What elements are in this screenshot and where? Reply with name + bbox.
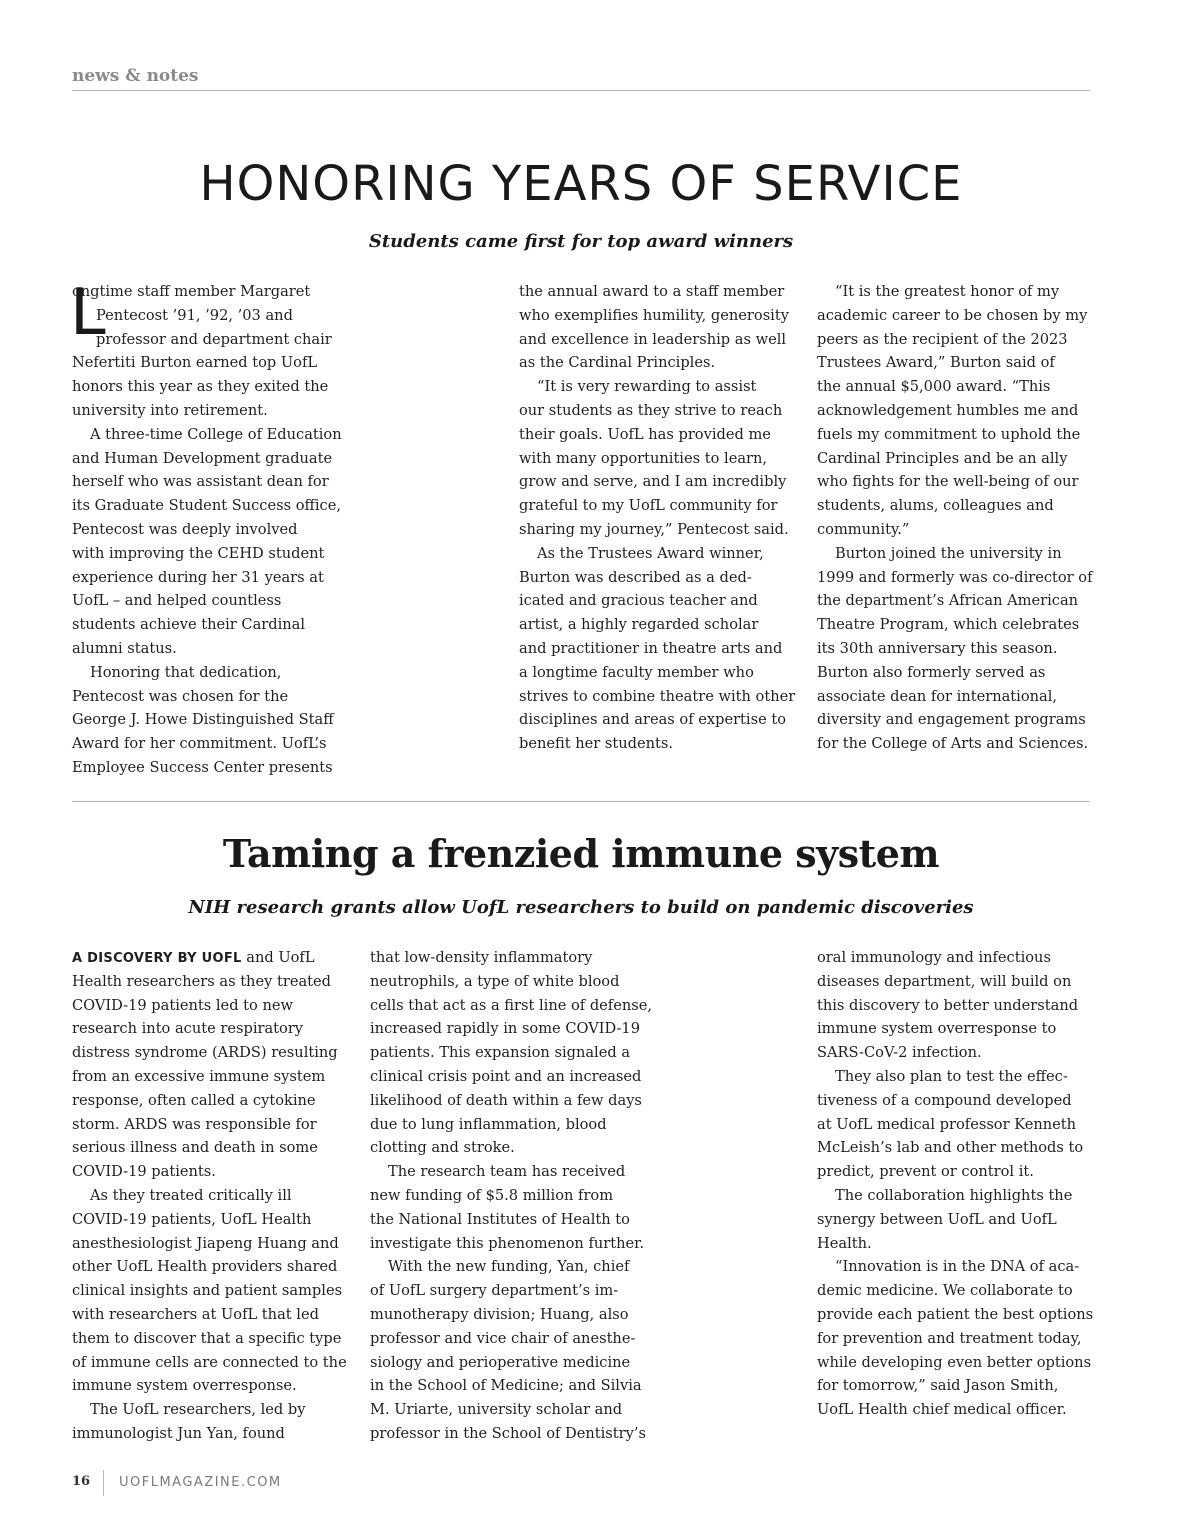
text-line: our students as they strive to reach — [519, 401, 783, 419]
text-line: Trustees Award,” Burton said of — [817, 354, 1055, 372]
text-line: Employee Success Center presents — [72, 758, 333, 776]
text-line: fuels my commitment to uphold the — [817, 425, 1081, 443]
text-line: clinical crisis point and an increased — [370, 1067, 642, 1085]
text-line-rest: and UofL — [241, 949, 315, 966]
text-line: tiveness of a compound developed — [817, 1091, 1072, 1109]
text-line: M. Uriarte, university scholar and — [370, 1401, 623, 1419]
article2-column-3 — [817, 946, 1093, 1422]
text-line: them to discover that a specific type — [72, 1329, 342, 1347]
text-line: Theatre Program, which celebrates — [817, 616, 1080, 634]
text-line: With the new funding, Yan, chief — [388, 1258, 630, 1276]
site-url[interactable]: UOFLMAGAZINE.COM — [119, 1475, 282, 1490]
text-line: disciplines and areas of expertise to — [519, 711, 786, 729]
text-line: COVID-19 patients. — [72, 1163, 216, 1181]
text-line: a longtime faculty member who — [519, 663, 754, 681]
text-line: other UofL Health providers shared — [72, 1258, 338, 1276]
text-line: Burton was described as a ded- — [519, 568, 752, 586]
text-line: investigate this phenomenon further. — [370, 1234, 645, 1252]
article2-title: Taming a frenzied immune system — [222, 831, 940, 876]
text-line: acknowledgement humbles me and — [817, 401, 1079, 419]
text-line: Pentecost was deeply involved — [72, 520, 298, 538]
text-line: immune system overresponse to — [817, 1020, 1057, 1038]
text-line: alumni status. — [72, 639, 177, 657]
text-line: The research team has received — [388, 1163, 626, 1181]
dropcap: L — [70, 276, 106, 350]
text-line: of immune cells are connected to the — [72, 1353, 347, 1371]
text-line: Burton also formerly served as — [817, 663, 1046, 681]
text-line: predict, prevent or control it. — [817, 1163, 1034, 1181]
text-line: for tomorrow,” said Jason Smith, — [817, 1377, 1059, 1395]
text-line: SARS-CoV-2 infection. — [817, 1044, 982, 1062]
text-line: Pentecost ’91, ’92, ’03 and — [96, 306, 293, 324]
text-line: clinical insights and patient samples — [72, 1282, 343, 1300]
page-number: 16 — [72, 1474, 91, 1489]
text-line: professor and department chair — [96, 330, 332, 348]
text-line: benefit her students. — [519, 735, 674, 753]
article1-column-1 — [70, 276, 342, 780]
text-line: and practitioner in theatre arts and — [519, 639, 783, 657]
text-line: As they treated critically ill — [90, 1186, 292, 1204]
text-line: siology and perioperative medicine — [370, 1353, 631, 1371]
text-line: for the College of Arts and Sciences. — [817, 735, 1089, 753]
text-line: Burton joined the university in — [835, 544, 1062, 562]
text-line: of UofL surgery department’s im- — [370, 1282, 619, 1300]
lead-in: A DISCOVERY BY UOFL — [72, 951, 242, 966]
text-line: herself who was assistant dean for — [72, 473, 329, 491]
text-line: storm. ARDS was responsible for — [72, 1115, 317, 1133]
text-line: demic medicine. We collaborate to — [817, 1282, 1073, 1300]
text-line: with improving the CEHD student — [72, 544, 325, 562]
text-line: As the Trustees Award winner, — [537, 544, 764, 562]
text-line: clotting and stroke. — [370, 1139, 515, 1157]
text-line: Cardinal Principles and be an ally — [817, 449, 1068, 467]
article1-title: HONORING YEARS OF SERVICE — [199, 156, 963, 212]
text-line: and excellence in leadership as well — [519, 330, 787, 348]
text-line: anesthesiologist Jiapeng Huang and — [72, 1234, 339, 1252]
text-line: Nefertiti Burton earned top UofL — [72, 354, 318, 372]
text-line: experience during her 31 years at — [72, 568, 324, 586]
text-line: students, alums, colleagues and — [817, 497, 1054, 515]
article1-column-3 — [817, 280, 1093, 756]
text-line: the National Institutes of Health to — [370, 1210, 630, 1228]
text-line: its Graduate Student Success office, — [72, 497, 341, 515]
text-line: George J. Howe Distinguished Staff — [72, 711, 334, 729]
text-line: at UofL medical professor Kenneth — [817, 1115, 1077, 1133]
text-line: Health. — [817, 1234, 872, 1252]
text-line: academic career to be chosen by my — [817, 306, 1088, 324]
text-line: cells that act as a first line of defense, — [370, 996, 653, 1014]
article2-deck: NIH research grants allow UofL researchers to build on pandemic discoveries — [188, 897, 974, 918]
text-line: honors this year as they exited the — [72, 378, 329, 396]
text-line: neutrophils, a type of white blood — [370, 972, 620, 990]
text-line: professor and vice chair of anesthe- — [370, 1329, 636, 1347]
text-line: who exemplifies humility, generosity — [519, 306, 789, 324]
text-line: as the Cardinal Principles. — [519, 354, 716, 372]
text-line: icated and gracious teacher and — [519, 592, 758, 610]
text-line: patients. This expansion signaled a — [370, 1044, 631, 1062]
text-line: due to lung inflammation, blood — [370, 1115, 607, 1133]
text-line: A three-time College of Education — [90, 425, 342, 443]
text-line: from an excessive immune system — [72, 1067, 326, 1085]
article1-deck: Students came first for top award winners — [368, 231, 794, 252]
text-line: The collaboration highlights the — [835, 1186, 1073, 1204]
text-line: their goals. UofL has provided me — [519, 425, 771, 443]
top-rule — [72, 90, 1090, 91]
text-line: Award for her commitment. UofL’s — [72, 735, 327, 753]
text-line: COVID-19 patients led to new — [72, 996, 293, 1014]
text-line: community.” — [817, 520, 910, 538]
text-line: with many opportunities to learn, — [519, 449, 768, 467]
text-line: ongtime staff member Margaret — [72, 283, 311, 300]
article1-column-2 — [519, 280, 795, 756]
text-line: associate dean for international, — [817, 687, 1058, 705]
text-line: serious illness and death in some — [72, 1139, 318, 1157]
text-line: professor in the School of Dentistry’s — [370, 1424, 647, 1442]
text-line: “It is the greatest honor of my — [835, 283, 1060, 300]
article2-column-2 — [370, 946, 652, 1446]
text-line: “It is very rewarding to assist — [537, 378, 757, 396]
text-line: increased rapidly in some COVID-19 — [370, 1020, 640, 1038]
text-line: with researchers at UofL that led — [72, 1305, 319, 1323]
text-line: students achieve their Cardinal — [72, 616, 306, 634]
text-line: and Human Development graduate — [72, 449, 333, 467]
text-line: McLeish’s lab and other methods to — [817, 1139, 1084, 1157]
text-line: for prevention and treatment today, — [817, 1329, 1082, 1347]
text-line: the department’s African American — [817, 592, 1079, 610]
text-line: sharing my journey,” Pentecost said. — [519, 520, 789, 538]
text-line: strives to combine theatre with other — [519, 687, 796, 705]
footer-separator — [103, 1470, 104, 1496]
text-line: research into acute respiratory — [72, 1020, 304, 1038]
text-line: immunologist Jun Yan, found — [72, 1424, 285, 1442]
text-line: 1999 and formerly was co-director of — [817, 568, 1093, 586]
text-line: provide each patient the best options — [817, 1305, 1094, 1323]
section-label: news & notes — [72, 66, 199, 86]
text-line: likelihood of death within a few days — [370, 1091, 642, 1109]
text-line: this discovery to better understand — [817, 996, 1079, 1014]
text-line: diseases department, will build on — [817, 972, 1072, 990]
text-line: peers as the recipient of the 2023 — [817, 330, 1068, 348]
text-line: Honoring that dedication, — [90, 663, 282, 681]
text-line: oral immunology and infectious — [817, 949, 1051, 966]
text-line: that low-density inflammatory — [370, 949, 593, 966]
text-line: new funding of $5.8 million from — [370, 1186, 614, 1204]
text-line: UofL Health chief medical officer. — [817, 1401, 1067, 1419]
text-line: grow and serve, and I am incredibly — [519, 473, 787, 491]
section-divider — [72, 801, 1090, 802]
text-line: synergy between UofL and UofL — [817, 1210, 1057, 1228]
text-line: “Innovation is in the DNA of aca- — [835, 1258, 1080, 1276]
text-line: response, often called a cytokine — [72, 1091, 316, 1109]
text-line: distress syndrome (ARDS) resulting — [72, 1044, 338, 1062]
text-line: while developing even better options — [817, 1353, 1092, 1371]
text-line: munotherapy division; Huang, also — [370, 1305, 629, 1323]
text-line: immune system overresponse. — [72, 1377, 297, 1395]
text-line: grateful to my UofL community for — [519, 497, 778, 515]
text-line: Health researchers as they treated — [72, 972, 331, 990]
text-line: UofL – and helped countless — [72, 592, 282, 610]
text-line: university into retirement. — [72, 401, 268, 419]
text-line: in the School of Medicine; and Silvia — [370, 1377, 642, 1395]
text-line — [72, 946, 347, 970]
text-line: the annual award to a staff member — [519, 283, 785, 300]
text-line: the annual $5,000 award. “This — [817, 378, 1051, 396]
text-line: Pentecost was chosen for the — [72, 687, 289, 705]
text-line: The UofL researchers, led by — [90, 1401, 306, 1419]
text-line: its 30th anniversary this season. — [817, 639, 1058, 657]
article2-column-1 — [72, 946, 347, 1446]
text-line: COVID-19 patients, UofL Health — [72, 1210, 312, 1228]
text-line: They also plan to test the effec- — [835, 1067, 1068, 1085]
text-line: diversity and engagement programs — [817, 711, 1086, 729]
text-line: artist, a highly regarded scholar — [519, 616, 759, 634]
text-line: who fights for the well-being of our — [817, 473, 1079, 491]
